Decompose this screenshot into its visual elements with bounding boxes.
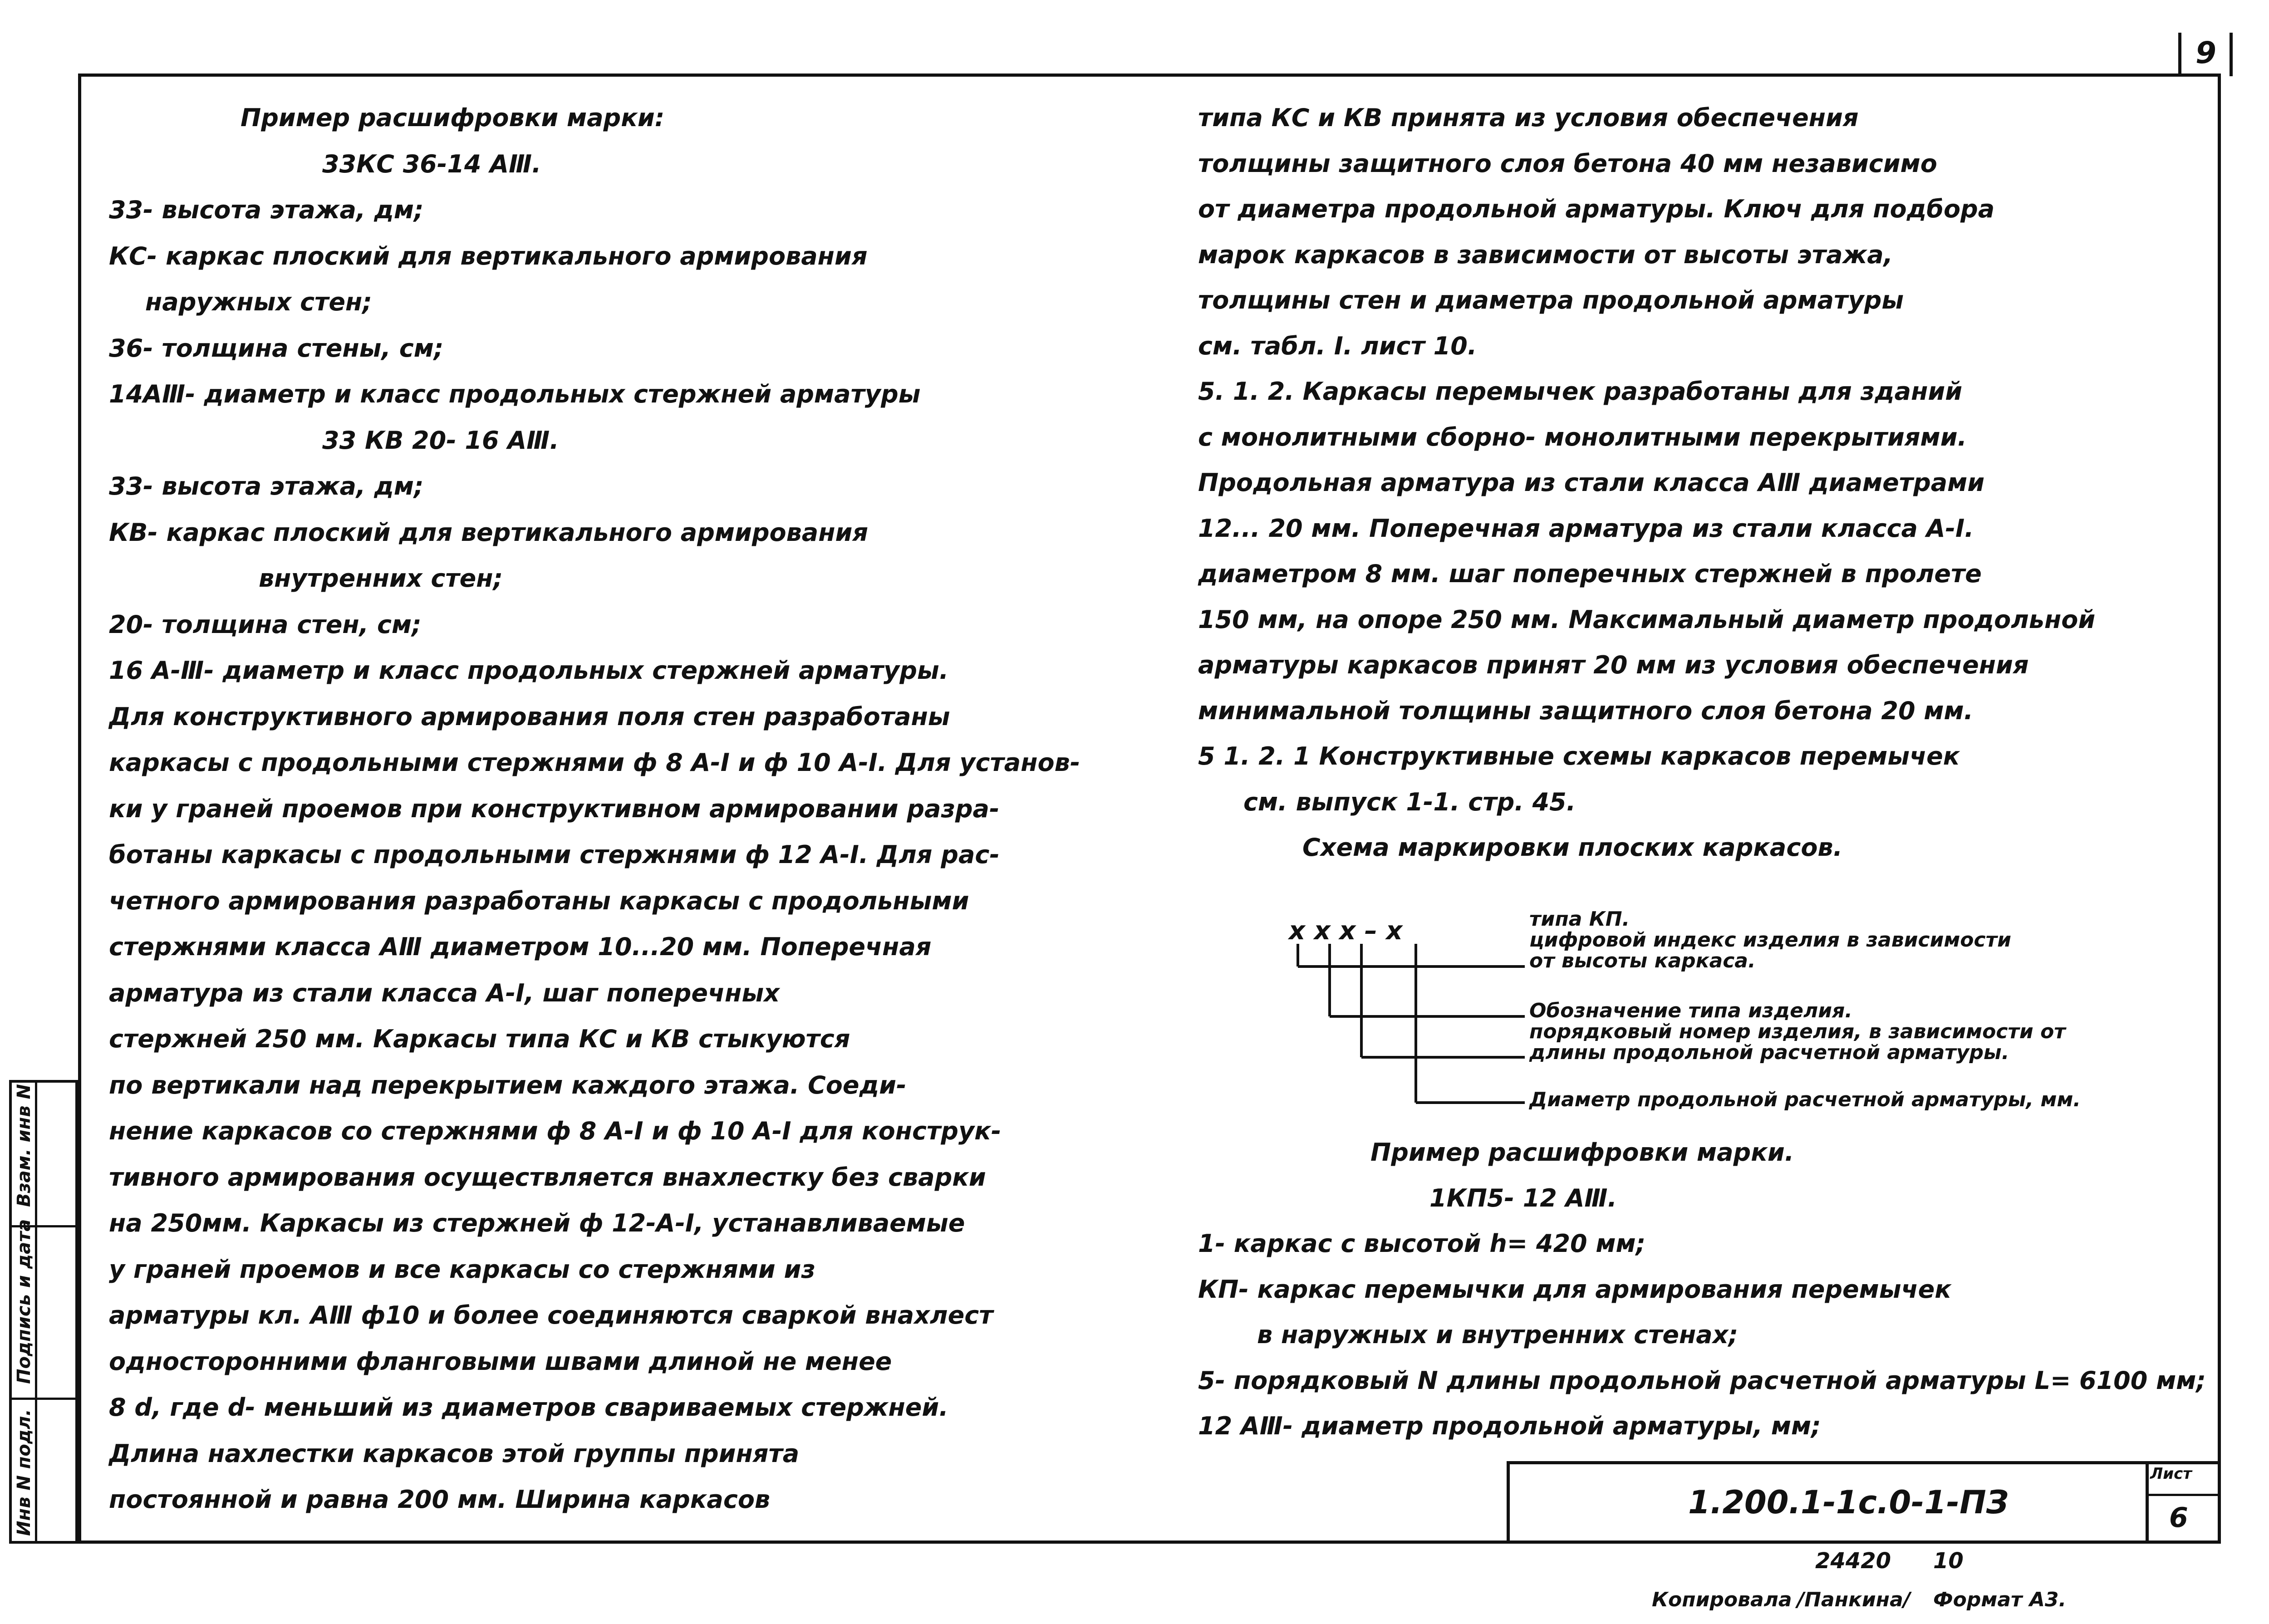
diagram-label-3: от высоты каркаса. bbox=[1529, 949, 1756, 972]
text-line: Пример расшифровки марки. bbox=[1370, 1138, 1794, 1167]
text-line: с монолитными сборно- монолитными перекрытиями. bbox=[1198, 422, 1967, 451]
title-block-divider bbox=[2146, 1461, 2149, 1544]
diagram-label-5: порядковый номер изделия, в зависимости от bbox=[1529, 1020, 2066, 1043]
text-line: 33- высота этажа, дм; bbox=[109, 472, 424, 500]
sheet-value: 6 bbox=[2169, 1502, 2188, 1534]
text-line: КВ- каркас плоский для вертикального армирования bbox=[109, 518, 869, 547]
marking-scheme-diagram bbox=[1280, 908, 2187, 1121]
text-line: 150 мм, на опоре 250 мм. Максимальный диаметр продольной bbox=[1198, 605, 2096, 634]
diagram-label-2: цифровой индекс изделия в зависимости bbox=[1529, 928, 2011, 952]
text-line: КП- каркас перемычки для армирования перемычек bbox=[1198, 1275, 1951, 1304]
text-line: Продольная арматура из стали класса АⅢ диаметрами bbox=[1198, 468, 1985, 497]
text-line: см. табл. I. лист 10. bbox=[1198, 331, 1477, 360]
text-line: четного армирования разработаны каркасы с продольными bbox=[109, 886, 969, 915]
text-line: на 250мм. Каркасы из стержней ф 12-А-I, устанавливаемые bbox=[109, 1209, 965, 1237]
side-stamp-hline-2 bbox=[9, 1398, 78, 1400]
document-code: 1.200.1-1с.0-1-ПЗ bbox=[1688, 1484, 2009, 1521]
sheet-number: 9 bbox=[2195, 35, 2216, 70]
text-line: Пример расшифровки марки: bbox=[241, 103, 665, 132]
text-line: постоянной и равна 200 мм. Ширина каркасов bbox=[109, 1485, 771, 1514]
text-line: нение каркасов со стержнями ф 8 А-I и ф 10 А-I для конструк- bbox=[109, 1117, 1002, 1145]
text-line: стержнями класса АⅢ диаметром 10...20 мм. Поперечная bbox=[109, 932, 932, 961]
diagram-label-1: типа КП. bbox=[1529, 908, 1630, 931]
sheet-label: Лист bbox=[2150, 1465, 2192, 1483]
footer-num: 10 bbox=[1933, 1548, 1964, 1574]
footer-copied: Копировала bbox=[1652, 1588, 1792, 1611]
footer-copier: /Панкина/ bbox=[1797, 1588, 1910, 1611]
text-line: ки у граней проемов при конструктивном армировании разра- bbox=[109, 794, 1000, 823]
text-line: от диаметра продольной арматуры. Ключ для подбора bbox=[1198, 195, 1995, 223]
text-line: в наружных и внутренних стенах; bbox=[1257, 1320, 1739, 1349]
text-line: КС- каркас плоский для вертикального армирования bbox=[109, 241, 868, 270]
text-line: 1- каркас с высотой h= 420 мм; bbox=[1198, 1229, 1646, 1258]
text-line: арматуры кл. АⅢ ф10 и более соединяются сваркой внахлест bbox=[109, 1301, 993, 1330]
side-label-inv-replace: Взам. инв N bbox=[14, 1084, 34, 1207]
text-line: стержней 250 мм. Каркасы типа КС и КВ стыкуются bbox=[109, 1025, 850, 1053]
text-line: внутренних стен; bbox=[259, 564, 503, 593]
text-line: наружных стен; bbox=[145, 288, 372, 316]
text-line: 8 d, где d- меньший из диаметров свариваемых стержней. bbox=[109, 1393, 948, 1422]
text-line: 14АⅢ- диаметр и класс продольных стержней арматуры bbox=[109, 380, 921, 408]
side-label-inv-orig: Инв N подл. bbox=[14, 1409, 34, 1536]
text-line: арматуры каркасов принят 20 мм из условия обеспечения bbox=[1198, 651, 2029, 679]
text-line: типа КС и КВ принята из условия обеспечения bbox=[1198, 103, 1859, 132]
diagram-code: х х х – х bbox=[1289, 916, 1403, 946]
text-line: 1КП5- 12 АⅢ. bbox=[1429, 1183, 1617, 1212]
text-line: толщины стен и диаметра продольной арматуры bbox=[1198, 286, 1904, 314]
text-line: см. выпуск 1-1. стр. 45. bbox=[1243, 787, 1576, 816]
text-line: Схема маркировки плоских каркасов. bbox=[1302, 833, 1843, 862]
text-line: 20- толщина стен, см; bbox=[109, 610, 422, 639]
text-line: Длина нахлестки каркасов этой группы принята bbox=[109, 1439, 800, 1468]
text-line: арматура из стали класса А-I, шаг поперечных bbox=[109, 978, 780, 1007]
text-line: у граней проемов и все каркасы со стержнями из bbox=[109, 1255, 815, 1284]
text-line: 5- порядковый N длины продольной расчетной арматуры L= 6100 мм; bbox=[1198, 1366, 2206, 1395]
text-line: 12... 20 мм. Поперечная арматура из стали класса А-I. bbox=[1198, 514, 1974, 543]
text-line: 5. 1. 2. Каркасы перемычек разработаны для зданий bbox=[1198, 377, 1963, 406]
text-line: 36- толщина стены, см; bbox=[109, 334, 444, 363]
text-line: диаметром 8 мм. шаг поперечных стержней в пролете bbox=[1198, 559, 1982, 588]
text-line: каркасы с продольными стержнями ф 8 А-I и ф 10 А-I. Для установ- bbox=[109, 748, 1080, 777]
text-line: односторонними фланговыми швами длиной не менее bbox=[109, 1347, 892, 1376]
text-line: Для конструктивного армирования поля стен разработаны bbox=[109, 702, 950, 731]
diagram-label-7: Диаметр продольной расчетной арматуры, мм. bbox=[1529, 1088, 2081, 1111]
text-line: 33- высота этажа, дм; bbox=[109, 196, 424, 224]
text-line: 16 А-Ⅲ- диаметр и класс продольных стержней арматуры. bbox=[109, 656, 949, 685]
text-line: по вертикали над перекрытием каждого этажа. Соеди- bbox=[109, 1070, 907, 1099]
text-line: 33 КВ 20- 16 АⅢ. bbox=[322, 426, 559, 455]
side-label-sign-date: Подпись и дата bbox=[14, 1219, 34, 1384]
diagram-label-4: Обозначение типа изделия. bbox=[1529, 999, 1852, 1022]
text-line: марок каркасов в зависимости от высоты этажа, bbox=[1198, 240, 1893, 269]
title-block-hdivider bbox=[2146, 1494, 2221, 1496]
text-line: 33КС 36-14 АⅢ. bbox=[322, 149, 541, 178]
text-line: минимальной толщины защитного слоя бетона 20 мм. bbox=[1198, 696, 1974, 725]
text-line: тивного армирования осуществляется внахлестку без сварки bbox=[109, 1163, 986, 1192]
text-line: толщины защитного слоя бетона 40 мм независимо bbox=[1198, 149, 1937, 178]
footer-format: Формат А3. bbox=[1933, 1588, 2067, 1611]
diagram-label-6: длины продольной расчетной арматуры. bbox=[1529, 1041, 2009, 1064]
text-line: ботаны каркасы с продольными стержнями ф 12 А-I. Для рас- bbox=[109, 840, 1000, 869]
footer-order: 24420 bbox=[1815, 1548, 1891, 1574]
text-line: 12 АⅢ- диаметр продольной арматуры, мм; bbox=[1198, 1412, 1821, 1440]
text-line: 5 1. 2. 1 Конструктивные схемы каркасов перемычек bbox=[1198, 742, 1960, 770]
